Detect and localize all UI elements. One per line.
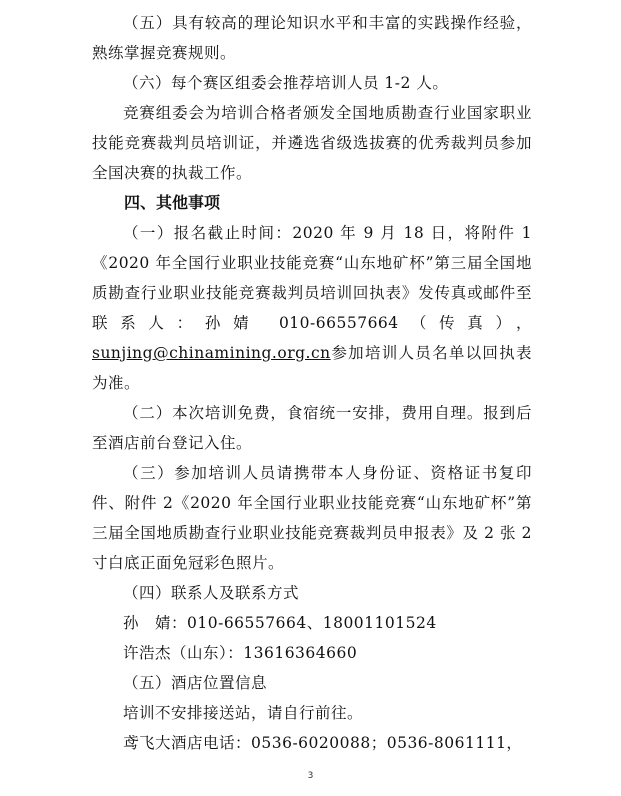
paragraph-hotel-phone: 鸢飞大酒店电话：0536-6020088；0536-8061111， [123,734,523,752]
paragraph-hotel-info-heading: （五）酒店位置信息 [123,674,268,692]
paragraph-registration-deadline [92,218,532,398]
registration-text: （一）报名截止时间：2020 年 9 月 18 日，将附件 1《2020 年全国行业职业技能竞赛“山东地矿杯”第三届全国地质勘查行业职业技能竞赛裁判员培训回执表》发传真或邮件至联系人：孙婧 010-66557664（传真）， [92,224,532,332]
paragraph-no-pickup: 培训不安排接送站，请自行前往。 [123,704,364,722]
contact-sun-jing: 孙 婧：010-66557664、18001101524 [123,614,437,632]
paragraph-training-free: （二）本次培训免费，食宿统一安排，费用自理。报到后至酒店前台登记入住。 [92,404,532,452]
paragraph-contacts-heading: （四）联系人及联系方式 [123,584,300,602]
section-heading-other-matters: 四、其他事项 [124,193,221,212]
paragraph-item-5-requirement: （五）具有较高的理论知识水平和丰富的实践操作经验，熟练掌握竞赛规则。 [92,14,532,62]
contact-xu-haojie: 许浩杰（山东）：13616364660 [123,644,358,662]
registration-text-after: 参加培训人员名单以回执表为准。 [92,344,532,392]
paragraph-certificate: 竞赛组委会为培训合格者颁发全国地质勘查行业国家职业技能竞赛裁判员培训证，并遴选省级选拔赛的优秀裁判员参加全国决赛的执裁工作。 [92,104,532,182]
document-body [92,8,532,758]
contact-email-link[interactable]: sunjing@chinamining.org.cn [92,344,331,362]
paragraph-documents-required: （三）参加培训人员请携带本人身份证、资格证书复印件、附件 2《2020 年全国行业职业技能竞赛“山东地矿杯”第三届全国地质勘查行业职业技能竞赛裁判员申报表》及 2 张 2 寸白底正面免冠彩色照片。 [92,464,532,572]
page-number: 3 [307,771,314,781]
paragraph-item-6-quota: （六）每个赛区组委会推荐培训人员 1-2 人。 [123,74,449,92]
